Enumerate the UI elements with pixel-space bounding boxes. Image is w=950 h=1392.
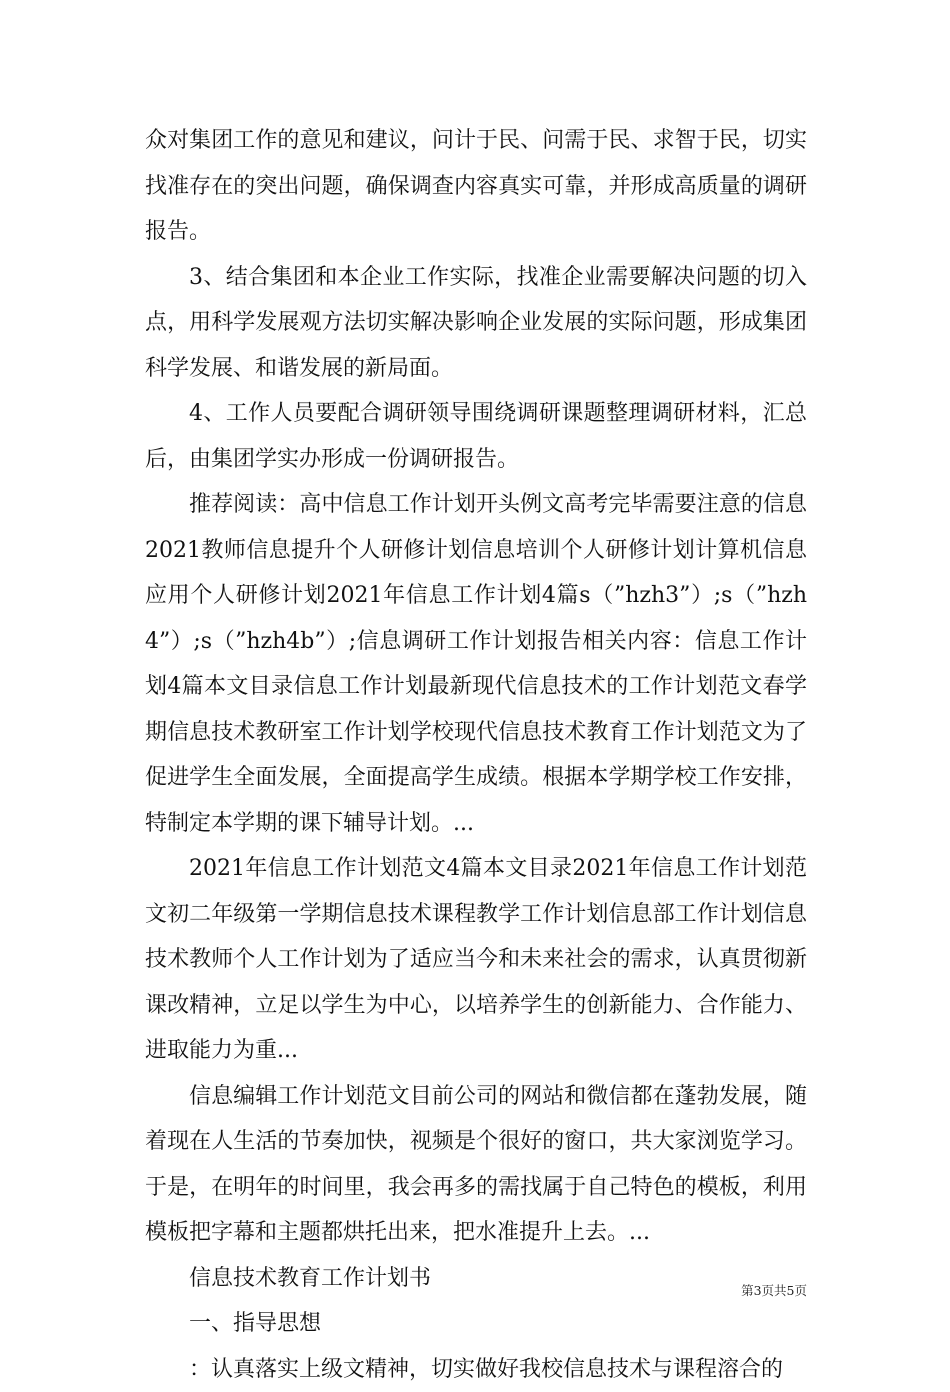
paragraph-item-4: 4、工作人员要配合调研领导围绕调研课题整理调研材料，汇总后，由集团学实办形成一份调研报告。: [145, 391, 807, 482]
section-heading-guiding-thought: 一、指导思想: [145, 1301, 807, 1347]
paragraph-guiding-thought: ：认真落实上级文精神，切实做好我校信息技术与课程溶合的: [145, 1347, 807, 1392]
document-body: [145, 118, 807, 1392]
paragraph-recommended-reading: 推荐阅读：高中信息工作计划开头例文高考完毕需要注意的信息2021教师信息提升个人研修计划信息培训个人研修计划计算机信息应用个人研修计划2021年信息工作计划4篇s（”hzh3”）;s（”hzh4”）;s（”hzh4b”）;信息调研工作计划报告相关内容：信息工作计划4篇本文目录信息工作计划最新现代信息技术的工作计划范文春学期信息技术教研室工作计划学校现代信息技术教育工作计划范文为了促进学生全面发展，全面提高学生成绩。根据本学期学校工作安排，特制定本学期的课下辅导计划。...: [145, 482, 807, 846]
paragraph-2021-plan: 2021年信息工作计划范文4篇本文目录2021年信息工作计划范文初二年级第一学期信息技术课程教学工作计划信息部工作计划信息技术教师个人工作计划为了适应当今和未来社会的需求，认真贯彻新课改精神，立足以学生为中心，以培养学生的创新能力、合作能力、进取能力为重...: [145, 846, 807, 1074]
section-title: 信息技术教育工作计划书: [145, 1256, 807, 1302]
paragraph-editing-plan: 信息编辑工作计划范文目前公司的网站和微信都在蓬勃发展，随着现在人生活的节奏加快，视频是个很好的窗口，共大家浏览学习。于是，在明年的时间里，我会再多的需找属于自己特色的模板，利用模板把字幕和主题都烘托出来，把水准提升上去。...: [145, 1074, 807, 1256]
page-number-footer: 第3页共5页: [741, 1283, 807, 1299]
paragraph-item-3: 3、结合集团和本企业工作实际，找准企业需要解决问题的切入点，用科学发展观方法切实解决影响企业发展的实际问题，形成集团科学发展、和谐发展的新局面。: [145, 255, 807, 392]
paragraph-continuation: 众对集团工作的意见和建议，问计于民、问需于民、求智于民，切实找准存在的突出问题，确保调查内容真实可靠，并形成高质量的调研报告。: [145, 118, 807, 255]
